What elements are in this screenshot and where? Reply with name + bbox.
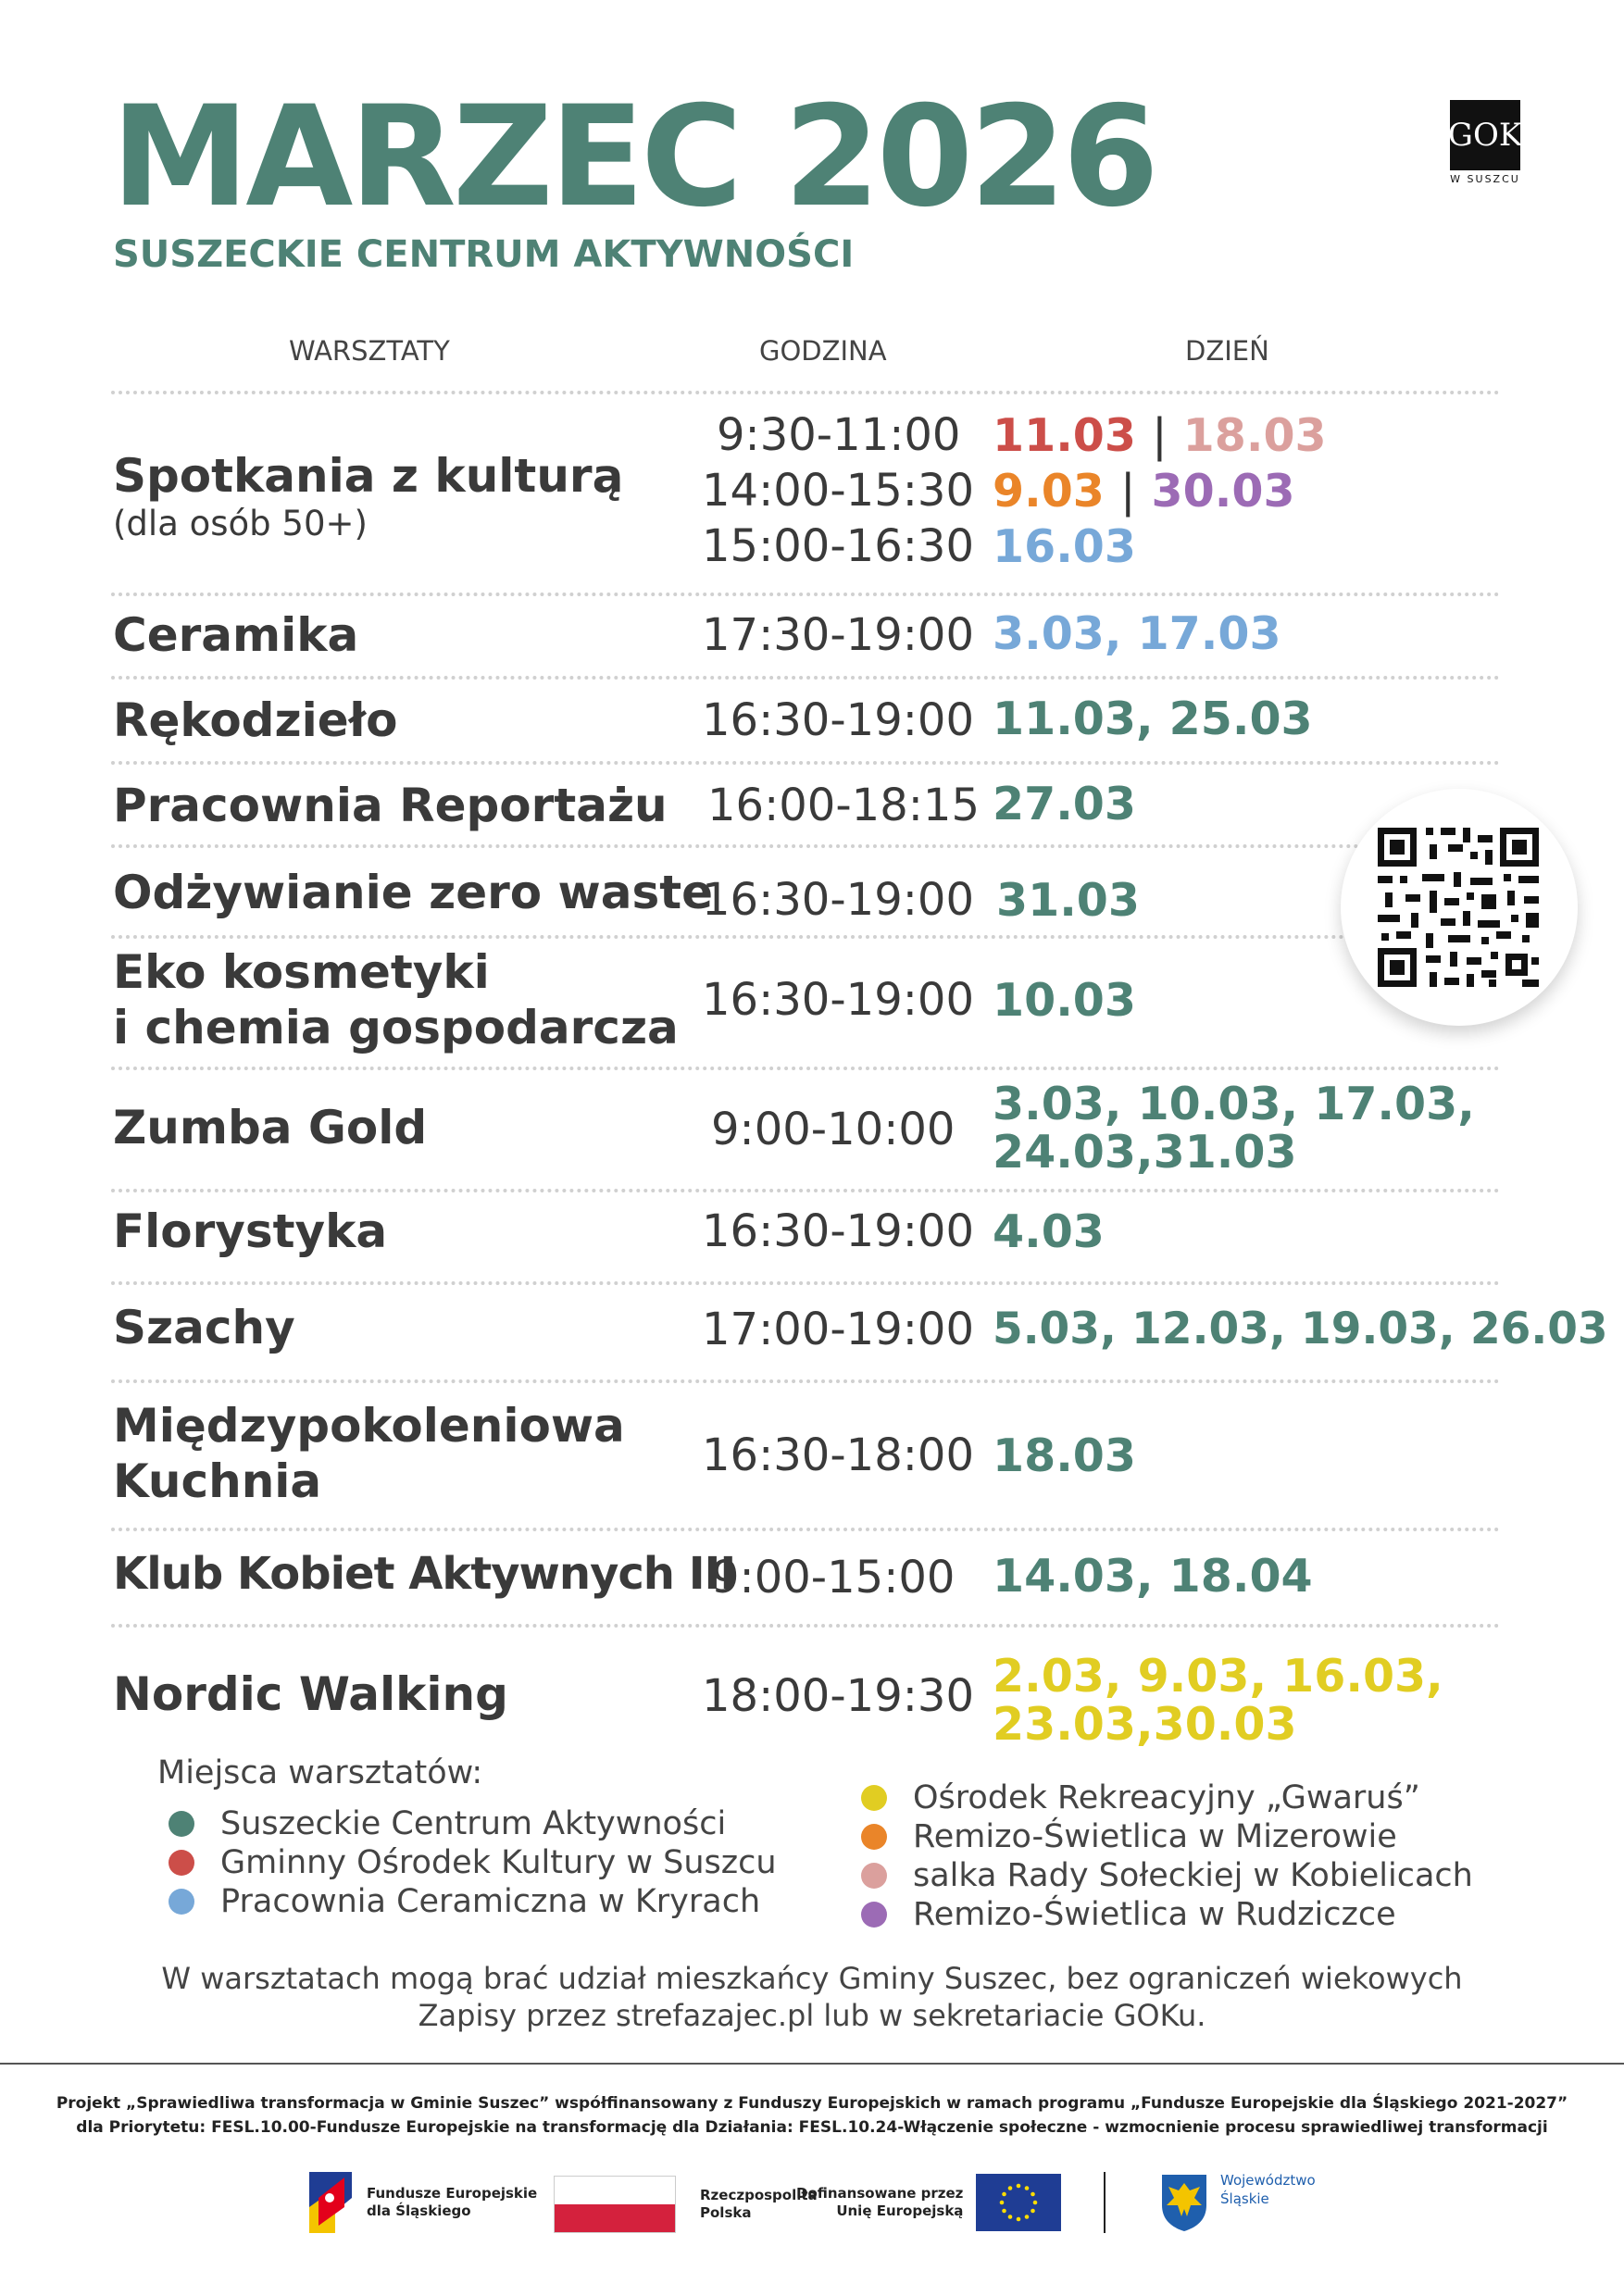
workshop-name: i chemia gospodarcza: [113, 1001, 679, 1054]
legend-dot-icon: [861, 1902, 887, 1928]
legend-label: Suszeckie Centrum Aktywności: [220, 1805, 727, 1842]
workshop-days: 31.03: [996, 874, 1140, 927]
gok-logo-caption: W SUSZCU: [1450, 173, 1520, 185]
day-date: 11.03: [993, 409, 1136, 462]
legend-dot-icon: [861, 1863, 887, 1889]
schedule-row: [111, 944, 1537, 1065]
workshop-time: 15:00-16:30: [702, 520, 974, 572]
workshop-time: 16:00-18:15: [707, 780, 980, 831]
legend-item: [169, 1844, 777, 1881]
workshop-name: Zumba Gold: [113, 1101, 428, 1154]
fe-text: Fundusze Europejskie: [367, 2184, 538, 2202]
workshop-name: Ceramika: [113, 608, 359, 662]
registration-note: Zapisy przez strefazajec.pl lub w sekretariacie GOKu.: [418, 1998, 1206, 2033]
row-divider: [111, 676, 1500, 680]
slaskie-text: Śląskie: [1220, 2190, 1269, 2207]
col-header-day: DZIEŃ: [1185, 335, 1269, 367]
rp-text: Rzeczpospolita: [700, 2186, 818, 2203]
workshop-days: 23.03,30.03: [993, 1698, 1297, 1751]
workshop-days: 11.03, 25.03: [993, 693, 1313, 745]
participation-note: W warsztatach mogą brać udział mieszkańcy Gminy Suszec, bez ograniczeń wiekowych: [161, 1961, 1463, 1996]
workshop-days: 3.03, 17.03: [993, 607, 1281, 660]
eu-logo: [796, 2174, 1061, 2231]
workshop-name: Pracownia Reportażu: [113, 779, 668, 832]
legend-label: salka Rady Sołeckiej w Kobielicach: [913, 1857, 1473, 1894]
schedule-row: [111, 1652, 1537, 1753]
slaskie-logo: [1159, 2172, 1316, 2233]
rp-text: Polska: [700, 2204, 752, 2221]
workshop-time: 16:30-19:00: [702, 694, 974, 746]
schedule-row: [111, 1079, 1537, 1191]
workshop-days: 18.03: [993, 1429, 1136, 1482]
schedule-row: [111, 865, 1537, 930]
workshop-days: 24.03,31.03: [993, 1126, 1297, 1179]
legend-item: [169, 1883, 760, 1920]
slaskie-text: Województwo: [1220, 2172, 1316, 2189]
workshop-time: 9:00-10:00: [711, 1104, 956, 1155]
workshop-name: Odżywianie zero waste: [113, 866, 714, 919]
legend-dot-icon: [169, 1811, 194, 1837]
fe-slaskie-logo: [307, 2170, 537, 2235]
workshop-time: 16:30-18:00: [702, 1429, 974, 1481]
qr-code-badge[interactable]: [1341, 789, 1578, 1026]
workshop-name: Szachy: [113, 1301, 295, 1354]
legend-dot-icon: [169, 1850, 194, 1876]
schedule-row: [111, 607, 1537, 672]
eu-text: Dofinansowane przez: [796, 2184, 964, 2202]
workshop-days: [993, 411, 1327, 461]
page-title: MARZEC 2026: [111, 77, 1156, 238]
row-divider: [111, 1624, 1500, 1628]
row-divider: [111, 593, 1500, 596]
col-header-hour: GODZINA: [759, 335, 887, 367]
row-divider: [111, 844, 1500, 848]
workshop-days: 5.03, 12.03, 19.03, 26.03: [993, 1304, 1608, 1354]
workshop-time: 14:00-15:30: [702, 465, 974, 517]
legend-label: Gminny Ośrodek Kultury w Suszcu: [220, 1844, 777, 1881]
row-divider: [111, 1379, 1500, 1383]
row-divider: [111, 1067, 1500, 1070]
legend-item: [861, 1896, 1396, 1933]
eu-text: Unię Europejską: [836, 2202, 964, 2219]
legend-item: [861, 1857, 1473, 1894]
workshop-name: Rękodzieło: [113, 693, 398, 747]
legend-dot-icon: [861, 1785, 887, 1811]
eagle-crest-icon: [1159, 2172, 1209, 2233]
workshop-name: Międzypokoleniowa: [113, 1399, 625, 1453]
workshop-days: 4.03: [993, 1205, 1105, 1258]
row-divider: [111, 761, 1500, 765]
workshop-days: 27.03: [993, 778, 1136, 830]
schedule-row: [111, 1204, 1537, 1278]
legend-item: [861, 1779, 1420, 1816]
workshop-days: 16.03: [993, 520, 1136, 573]
row-divider: [111, 391, 1500, 394]
gok-logo-mark: GOK: [1450, 100, 1520, 170]
legend-dot-icon: [861, 1824, 887, 1850]
workshop-name: Nordic Walking: [113, 1667, 508, 1721]
row-divider: [111, 1281, 1500, 1285]
workshop-time: 16:30-19:00: [702, 974, 974, 1026]
legend-label: Remizo-Świetlica w Rudziczce: [913, 1896, 1396, 1933]
schedule-row: [111, 407, 1537, 583]
workshop-name: Spotkania z kulturą: [113, 449, 624, 503]
workshop-name: Florystyka: [113, 1204, 388, 1258]
legend-label: Remizo-Świetlica w Mizerowie: [913, 1818, 1397, 1855]
day-date: 30.03: [1151, 465, 1295, 518]
project-info: Projekt „Sprawiedliwa transformacja w Gminie Suszec” współfinansowany z Funduszy Europejskich w ramach programu „Fundusze Europejskie dla Śląskiego 2021-2027”: [56, 2094, 1568, 2113]
workshop-time: 9:00-15:00: [711, 1552, 956, 1603]
workshop-name: Klub Kobiet Aktywnych III: [113, 1548, 736, 1600]
day-separator: |: [1152, 409, 1168, 462]
legend-label: Ośrodek Rekreacyjny „Gwaruś”: [913, 1779, 1420, 1816]
workshop-days: 3.03, 10.03, 17.03,: [993, 1078, 1475, 1130]
legend-item: [861, 1818, 1397, 1855]
legend-dot-icon: [169, 1889, 194, 1915]
footer-divider: [0, 2063, 1624, 2065]
legend-label: Pracownia Ceramiczna w Kryrach: [220, 1883, 761, 1920]
day-date: 9.03: [993, 465, 1105, 518]
page-subtitle: SUSZECKIE CENTRUM AKTYWNOŚCI: [113, 233, 855, 276]
day-date: 18.03: [1182, 409, 1327, 462]
schedule-row: [111, 1546, 1537, 1620]
schedule-row: [111, 1398, 1537, 1518]
row-divider: [111, 935, 1500, 939]
rp-logo: [554, 2176, 818, 2233]
day-separator: |: [1119, 465, 1136, 518]
fe-flag-icon: [307, 2170, 354, 2235]
workshop-name: Kuchnia: [113, 1454, 322, 1508]
workshop-time: 18:00-19:30: [702, 1670, 974, 1722]
workshop-days: 10.03: [993, 974, 1136, 1027]
col-header-workshops: WARSZTATY: [289, 335, 450, 367]
workshop-time: 16:30-19:00: [702, 1205, 974, 1257]
schedule-row: [111, 778, 1537, 842]
workshop-time: 17:30-19:00: [702, 609, 974, 661]
workshop-days: 14.03, 18.04: [993, 1550, 1313, 1603]
fe-text: dla Śląskiego: [367, 2202, 471, 2219]
polish-flag-icon: [554, 2176, 676, 2233]
schedule-row: [111, 1300, 1608, 1374]
project-info: dla Priorytetu: FESL.10.00-Fundusze Europejskie na transformację dla Działania: FESL.10.24-Włączenie społeczne - wzmocnienie procesu sprawiedliwej transformacji: [76, 2118, 1548, 2137]
workshop-days: 2.03, 9.03, 16.03,: [993, 1650, 1443, 1703]
legend-item: [169, 1805, 726, 1842]
workshop-days: [993, 467, 1295, 517]
workshop-name: Eko kosmetyki: [113, 945, 490, 999]
row-divider: [111, 1528, 1500, 1531]
workshop-time: 17:00-19:00: [702, 1304, 974, 1355]
schedule-row: [111, 693, 1537, 757]
legend-title: Miejsca warsztatów:: [157, 1754, 483, 1791]
workshop-time: 9:30-11:00: [717, 409, 961, 461]
workshop-note: (dla osób 50+): [113, 504, 368, 543]
workshop-time: 16:30-19:00: [702, 874, 974, 926]
qr-code-icon: [1341, 789, 1578, 1026]
logo-divider: [1104, 2172, 1106, 2233]
gok-logo: [1447, 100, 1523, 187]
eu-flag-icon: [976, 2174, 1061, 2231]
